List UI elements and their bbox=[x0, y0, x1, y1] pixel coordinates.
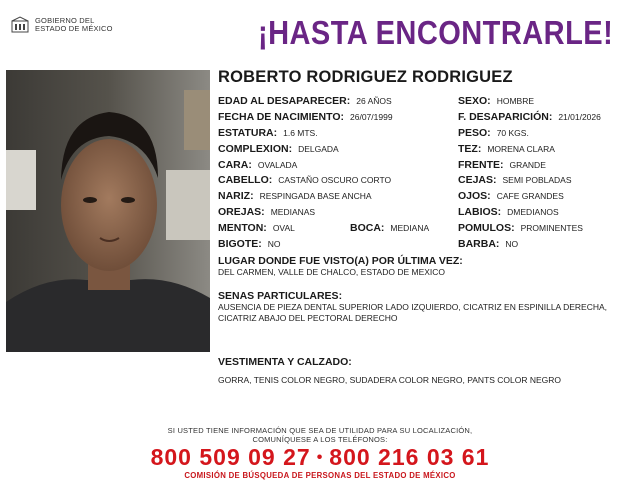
field-frente bbox=[458, 159, 546, 172]
field-value: RESPINGADA BASE ANCHA bbox=[259, 191, 372, 201]
field-label: POMULOS: bbox=[458, 222, 515, 234]
field-bigote bbox=[218, 238, 281, 251]
logo-line-1: GOBIERNO DEL bbox=[35, 16, 95, 25]
field-cabello bbox=[218, 174, 391, 187]
field-nariz bbox=[218, 190, 372, 203]
field-label: ESTATURA: bbox=[218, 127, 278, 139]
field-estatura bbox=[218, 127, 318, 140]
phone-1[interactable]: 800 509 09 27 bbox=[150, 444, 311, 470]
last-seen-text: DEL CARMEN, VALLE DE CHALCO, ESTADO DE MEXICO bbox=[218, 267, 446, 277]
logo-line-2: ESTADO DE MÉXICO bbox=[35, 24, 113, 33]
field-label: TEZ: bbox=[458, 143, 482, 155]
field-value: DMEDIANOS bbox=[507, 207, 559, 217]
field-orejas bbox=[218, 206, 315, 219]
clothing-text: GORRA, TENIS COLOR NEGRO, SUDADERA COLOR NEGRO, PANTS COLOR NEGRO bbox=[218, 375, 562, 385]
phone-separator: • bbox=[316, 449, 324, 466]
field-label: BARBA: bbox=[458, 238, 500, 250]
field-label: BOCA: bbox=[350, 222, 385, 234]
field-value: OVALADA bbox=[257, 160, 298, 170]
field-value: PROMINENTES bbox=[520, 223, 583, 233]
field-cejas bbox=[458, 174, 571, 187]
field-pomulos bbox=[458, 222, 583, 235]
footer-note-line-1: SI USTED TIENE INFORMACIÓN QUE SEA DE UTILIDAD PARA SU LOCALIZACIÓN, bbox=[167, 426, 473, 435]
field-complexion bbox=[218, 143, 339, 156]
field-value: 26/07/1999 bbox=[350, 112, 393, 122]
field-value: OVAL bbox=[272, 223, 295, 233]
field-value: DELGADA bbox=[298, 144, 339, 154]
field-value: CAFE GRANDES bbox=[496, 191, 564, 201]
field-edad bbox=[218, 95, 392, 108]
field-value: MEDIANA bbox=[390, 223, 430, 233]
field-label: OREJAS: bbox=[218, 206, 265, 218]
field-menton bbox=[218, 222, 295, 235]
field-label: PESO: bbox=[458, 127, 491, 139]
headline: ¡HASTA ENCONTRARLE! bbox=[258, 14, 614, 51]
field-value: 26 AÑOS bbox=[356, 96, 392, 106]
field-label: CABELLO: bbox=[218, 174, 273, 186]
phone-numbers bbox=[0, 444, 640, 471]
field-label: OJOS: bbox=[458, 190, 491, 202]
field-value: MEDIANAS bbox=[270, 207, 316, 217]
field-value: MORENA CLARA bbox=[487, 144, 555, 154]
field-label: LABIOS: bbox=[458, 206, 502, 218]
field-value: 70 KGS. bbox=[496, 128, 529, 138]
person-photo bbox=[6, 70, 210, 352]
field-label: NARIZ: bbox=[218, 190, 254, 202]
logo-text bbox=[35, 17, 113, 33]
field-label: FECHA DE NACIMIENTO: bbox=[218, 111, 344, 123]
field-label: BIGOTE: bbox=[218, 238, 262, 250]
clothing-title: VESTIMENTA Y CALZADO: bbox=[218, 356, 352, 368]
field-value: HOMBRE bbox=[496, 96, 534, 106]
person-name: ROBERTO RODRIGUEZ RODRIGUEZ bbox=[218, 68, 513, 86]
field-value: SEMI POBLADAS bbox=[502, 175, 572, 185]
field-label: CARA: bbox=[218, 159, 252, 171]
field-label: F. DESAPARICIÓN: bbox=[458, 111, 553, 123]
field-label: CEJAS: bbox=[458, 174, 497, 186]
field-ojos bbox=[458, 190, 564, 203]
field-boca bbox=[350, 222, 429, 235]
field-label: FRENTE: bbox=[458, 159, 504, 171]
government-logo bbox=[10, 16, 113, 34]
field-label: SEXO: bbox=[458, 95, 491, 107]
phone-2[interactable]: 800 216 03 61 bbox=[329, 444, 490, 470]
field-label: COMPLEXION: bbox=[218, 143, 293, 155]
field-f-desaparicion bbox=[458, 111, 601, 124]
field-sexo bbox=[458, 95, 534, 108]
marks-title: SENAS PARTICULARES: bbox=[218, 290, 343, 302]
field-peso bbox=[458, 127, 529, 140]
field-cara bbox=[218, 159, 297, 172]
footer-note-line-2: COMUNÍQUESE A LOS TELÉFONOS: bbox=[252, 435, 388, 444]
field-value: GRANDE bbox=[509, 160, 546, 170]
field-label: MENTON: bbox=[218, 222, 267, 234]
field-labios bbox=[458, 206, 559, 219]
field-label: EDAD AL DESAPARECER: bbox=[218, 95, 351, 107]
field-barba bbox=[458, 238, 518, 251]
field-value: 21/01/2026 bbox=[558, 112, 601, 122]
field-value: CASTAÑO OSCURO CORTO bbox=[278, 175, 392, 185]
field-value: 1.6 MTS. bbox=[283, 128, 318, 138]
field-tez bbox=[458, 143, 555, 156]
field-fecha-nacimiento bbox=[218, 111, 393, 124]
last-seen-title: LUGAR DONDE FUE VISTO(A) POR ÚLTIMA VEZ: bbox=[218, 255, 463, 267]
field-value: NO bbox=[505, 239, 519, 249]
coat-of-arms-icon bbox=[10, 16, 30, 34]
field-value: NO bbox=[267, 239, 281, 249]
marks-text: AUSENCIA DE PIEZA DENTAL SUPERIOR LADO IZQUIERDO, CICATRIZ EN ESPINILLA DERECHA, CICATRIZ ABAJO DEL PECTORAL DERECHO bbox=[218, 302, 608, 323]
commission-name: COMISIÓN DE BÚSQUEDA DE PERSONAS DEL ESTADO DE MÉXICO bbox=[184, 471, 456, 480]
